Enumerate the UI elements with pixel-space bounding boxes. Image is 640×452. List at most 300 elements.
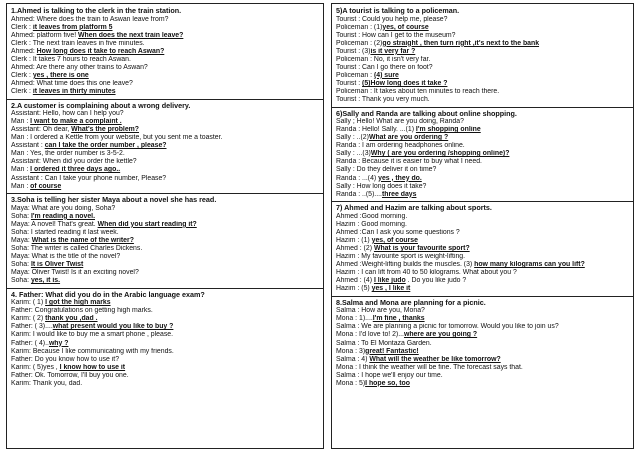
- dialogue-text: ( 3)....: [32, 323, 53, 331]
- dialogue-text: How long does it take?: [354, 182, 427, 190]
- speaker-label: Karim:: [11, 347, 31, 355]
- speaker-label: Maya:: [11, 204, 30, 212]
- answer-text: It is Oliver Twist: [30, 261, 84, 269]
- answer-text: (5)How long does it take ?: [362, 79, 448, 87]
- dialogue-text: A novel! That's great.: [29, 220, 98, 228]
- speaker-label: Assistant:: [11, 158, 41, 166]
- dialogue-text: I started reading it last week.: [29, 228, 119, 236]
- dialogue-line: [11, 277, 319, 285]
- answer-text: What is the name of the writer?: [31, 236, 134, 244]
- dialogue-line: [11, 348, 319, 356]
- right-column: [331, 3, 634, 449]
- dialogue-text: (2): [361, 244, 374, 252]
- section-divider: [7, 99, 323, 100]
- dialogue-text: 1)....: [357, 315, 373, 323]
- speaker-label: Hazim :: [336, 269, 360, 277]
- dialogue-text: : Can I go there on foot?: [356, 63, 433, 71]
- speaker-label: Soha:: [11, 277, 30, 285]
- answer-text: I got the high marks: [45, 299, 111, 307]
- dialogue-text: : (3): [356, 47, 371, 55]
- dialogue-line: [336, 348, 629, 356]
- speaker-label: Hazim :: [336, 285, 360, 293]
- speaker-label: Karim:: [11, 379, 31, 387]
- dialogue-line: [336, 166, 629, 174]
- dialogue-line: [336, 118, 629, 126]
- dialogue-text: :: [27, 88, 33, 96]
- dialogue-line: [336, 72, 629, 80]
- dialogue-line: [11, 253, 319, 261]
- section-divider: [332, 107, 633, 108]
- answer-text: it leaves from platform 5: [32, 23, 113, 31]
- speaker-label: Ahmed :: [336, 277, 362, 285]
- speaker-label: Maya:: [11, 253, 30, 260]
- speaker-label: Father:: [11, 371, 33, 379]
- dialogue-text: (2): [372, 39, 383, 47]
- dialogue-text: Can I take your phone number, Please?: [42, 174, 167, 182]
- dialogue-text: We are planning a picnic for tomorrow. Would you like to join us?: [359, 323, 559, 331]
- speaker-label: Karim:: [11, 315, 31, 323]
- section-divider: [332, 201, 633, 202]
- speaker-label: Policeman :: [336, 71, 373, 79]
- dialogue-line: [11, 183, 319, 191]
- section-title: 2.A customer is complaining about a wrong delivery.: [11, 101, 191, 110]
- dialogue-line: [11, 221, 319, 229]
- dialogue-text: ( 2): [30, 315, 46, 323]
- speaker-label: Soha:: [11, 261, 30, 269]
- dialogue-line: [336, 191, 629, 199]
- dialogue-text: Oliver Twist! Is it an exciting novel?: [29, 269, 139, 277]
- dialogue-text: Congratulations on getting high marks.: [32, 307, 153, 315]
- answer-text: yes, of course: [371, 236, 418, 244]
- speaker-label: Clerk: [11, 39, 28, 47]
- dialogue-line: [11, 237, 319, 245]
- dialogue-line: [11, 340, 319, 348]
- dialogue-line: [336, 261, 629, 269]
- dialogue-text: :: [27, 23, 33, 31]
- dialogue-text: Can I ask you some questions ?: [361, 228, 460, 236]
- speaker-label: Soha:: [11, 244, 30, 252]
- section-title: 5)A tourist is talking to a policeman.: [336, 7, 460, 15]
- dialogue-line: [11, 331, 319, 339]
- dialogue-text: 5): [357, 379, 366, 387]
- dialogue-text: : I ordered a Kettle from your website, but you sent me a toaster.: [24, 134, 223, 142]
- dialogue-text: Where does the train to Aswan leave from?: [34, 15, 169, 23]
- dialogue-line: [11, 88, 319, 96]
- dialogue-section: [336, 299, 629, 388]
- dialogue-text: :: [24, 182, 31, 190]
- speaker-label: Ahmed:: [11, 47, 35, 55]
- dialogue-line: [11, 158, 319, 166]
- speaker-label: Randa :: [336, 174, 361, 182]
- dialogue-text: Because I like communicating with my friends.: [30, 347, 174, 355]
- dialogue-text: I can lift from 40 to 50 kilograms. What about you ?: [359, 269, 517, 277]
- answer-text: it leaves in thirty minutes: [32, 88, 116, 96]
- speaker-label: Policeman :: [336, 88, 373, 96]
- dialogue-line: [336, 134, 629, 142]
- speaker-label: Ahmed:: [11, 63, 35, 71]
- section-divider: [332, 296, 633, 297]
- dialogue-section: [11, 291, 319, 388]
- speaker-label: Tourist: [336, 31, 357, 39]
- dialogue-line: [11, 364, 319, 372]
- dialogue-line: [11, 372, 319, 380]
- dialogue-line: [336, 229, 629, 237]
- dialogue-text: Hello, how can I help you?: [40, 110, 124, 118]
- dialogue-line: [336, 245, 629, 253]
- speaker-label: Clerk: [11, 71, 28, 79]
- speaker-label: Father:: [11, 323, 33, 331]
- answer-text: Why ( are you ordering /shopping online)?: [370, 150, 510, 158]
- speaker-label: Tourist: [336, 79, 357, 87]
- dialogue-text: : Yes, the order number is 3-5-2.: [24, 150, 125, 158]
- dialogue-line: [11, 126, 319, 134]
- dialogue-line: [11, 299, 319, 307]
- speaker-label: Sally :: [336, 150, 355, 158]
- speaker-label: Ahmed :: [336, 212, 362, 220]
- speaker-label: Man: [11, 118, 25, 126]
- dialogue-line: [336, 364, 629, 372]
- dialogue-line: [11, 315, 319, 323]
- dialogue-text: Good morning.: [361, 212, 408, 220]
- dialogue-line: [11, 245, 319, 253]
- dialogue-text: :: [24, 166, 31, 174]
- dialogue-text: ...(3): [354, 150, 371, 158]
- speaker-label: Randa :: [336, 142, 361, 150]
- dialogue-text: I would like to buy me a smart phone , please.: [30, 331, 174, 339]
- speaker-label: Salma :: [336, 371, 360, 379]
- dialogue-section: [11, 102, 319, 191]
- answer-text: When did you start reading it?: [97, 220, 197, 228]
- section-divider: [7, 288, 323, 289]
- dialogue-line: [336, 24, 629, 32]
- speaker-label: Randa :: [336, 126, 361, 134]
- dialogue-line: [11, 323, 319, 331]
- answer-text: How long does it take to reach Aswan?: [36, 47, 165, 55]
- speaker-label: Man: [11, 134, 25, 142]
- answer-text: What are you ordering ?: [368, 134, 449, 142]
- speaker-label: Sally :: [336, 166, 355, 174]
- speaker-label: Karim:: [11, 331, 31, 339]
- answer-text: of course: [30, 182, 62, 190]
- dialogue-line: [336, 56, 629, 64]
- speaker-label: Randa :: [336, 190, 361, 198]
- dialogue-text: : How can I get to the museum?: [356, 31, 456, 39]
- speaker-label: Ahmed :: [336, 261, 362, 269]
- dialogue-line: [11, 80, 319, 88]
- dialogue-text: I think the weather will be fine. The forecast says that.: [357, 363, 523, 371]
- answer-text: What's the problem?: [71, 126, 140, 134]
- dialogue-line: [336, 142, 629, 150]
- dialogue-text: ( 1): [30, 299, 46, 307]
- answer-text: yes, of course: [382, 23, 429, 31]
- answer-text: When does the next train leave?: [78, 31, 184, 39]
- answer-text: I like judo: [373, 277, 406, 285]
- dialogue-text: What time does this one leave?: [34, 79, 133, 87]
- speaker-label: Soha:: [11, 228, 30, 236]
- speaker-label: Soha:: [11, 212, 30, 220]
- speaker-label: Randa :: [336, 158, 361, 166]
- dialogue-line: [11, 32, 319, 40]
- dialogue-text: ( 4)..: [32, 339, 49, 347]
- dialogue-text: I'd love to! 2)...: [357, 331, 404, 339]
- dialogue-line: [336, 158, 629, 166]
- answer-text: I want to make a complaint .: [30, 118, 122, 126]
- answer-text: great! Fantastic!: [365, 347, 419, 355]
- speaker-label: Salma :: [336, 307, 360, 315]
- dialogue-line: [11, 175, 319, 183]
- dialogue-text: Thank you, dad.: [30, 379, 83, 387]
- speaker-label: Mona :: [336, 379, 358, 387]
- speaker-label: Maya:: [11, 236, 30, 244]
- dialogue-line: [11, 134, 319, 142]
- speaker-label: Karim:: [11, 299, 31, 307]
- dialogue-text: Hello! Sally. ...(1): [360, 126, 416, 134]
- speaker-label: Salma :: [336, 355, 360, 363]
- left-column: [6, 3, 324, 449]
- dialogue-line: [11, 64, 319, 72]
- speaker-label: Sally :: [336, 182, 355, 190]
- dialogue-line: [336, 372, 629, 380]
- dialogue-line: [336, 285, 629, 293]
- dialogue-line: [11, 72, 319, 80]
- answer-text: I hope so, too: [365, 379, 410, 387]
- dialogue-line: [336, 331, 629, 339]
- dialogue-line: [11, 24, 319, 32]
- section-title: 7) Ahmed and Hazim are talking about sports.: [336, 204, 492, 213]
- speaker-label: Ahmed:: [11, 15, 35, 23]
- dialogue-text-after: . Do you like judo ?: [405, 277, 467, 285]
- dialogue-text: :: [24, 118, 31, 126]
- dialogue-section: [336, 7, 629, 104]
- speaker-label: Father:: [11, 339, 33, 347]
- dialogue-line: [11, 118, 319, 126]
- dialogue-text: Because it is easier to buy what I need.: [360, 158, 482, 166]
- dialogue-text: (5): [359, 285, 372, 293]
- speaker-label: Man: [11, 182, 25, 190]
- speaker-label: Hazim :: [336, 253, 360, 260]
- speaker-label: Ahmed :: [336, 244, 362, 252]
- section-divider: [7, 193, 323, 194]
- dialogue-line: [11, 142, 319, 150]
- answer-text: What is your favourite sport?: [373, 244, 470, 252]
- dialogue-text: No, it isn't very far.: [372, 55, 431, 63]
- dialogue-line: [11, 48, 319, 56]
- section-title: 3.Soha is telling her sister Maya about a novel she has read.: [11, 196, 217, 205]
- speaker-label: Clerk: [11, 88, 28, 96]
- dialogue-line: [336, 88, 629, 96]
- answer-text: thank you ,dad .: [45, 315, 98, 323]
- dialogue-text: How are you, Mona?: [359, 307, 425, 315]
- dialogue-line: [11, 261, 319, 269]
- speaker-label: Policeman :: [336, 55, 373, 63]
- dialogue-text: (1): [359, 236, 372, 244]
- dialogue-line: [11, 205, 319, 213]
- dialogue-line: [336, 80, 629, 88]
- dialogue-line: [336, 340, 629, 348]
- speaker-label: Sally ;: [336, 118, 355, 126]
- dialogue-text: Are there any other trains to Aswan?: [34, 63, 148, 71]
- answer-text: where are you going ?: [403, 331, 478, 339]
- answer-text: what present would you like to buy ?: [52, 323, 174, 331]
- speaker-label: Assistant:: [11, 126, 41, 134]
- dialogue-line: [336, 150, 629, 158]
- dialogue-text: Weight-lifting builds the muscles. (3): [361, 261, 475, 269]
- answer-text: yes , I like it: [371, 285, 411, 293]
- answer-text: go straight , then turn right ,it's next to the bank: [382, 39, 540, 47]
- speaker-label: Policeman :: [336, 23, 373, 31]
- speaker-label: Man: [11, 166, 25, 174]
- dialogue-line: [336, 323, 629, 331]
- answer-text: three days: [381, 190, 417, 198]
- dialogue-line: [11, 150, 319, 158]
- dialogue-line: [336, 126, 629, 134]
- answer-text: I'm reading a novel.: [30, 212, 95, 220]
- dialogue-section: [336, 204, 629, 293]
- speaker-label: Tourist: [336, 96, 357, 104]
- answer-text: how many kilograms can you lift?: [474, 261, 585, 269]
- dialogue-line: [11, 56, 319, 64]
- dialogue-text: ..(5)....: [360, 190, 382, 198]
- dialogue-text: : The next train leaves in five minutes.: [27, 39, 145, 47]
- dialogue-line: [11, 269, 319, 277]
- dialogue-line: [11, 213, 319, 221]
- speaker-label: Tourist: [336, 63, 357, 71]
- answer-text: why ?: [48, 339, 69, 347]
- dialogue-line: [11, 229, 319, 237]
- dialogue-section: [11, 196, 319, 285]
- section-title: 1.Ahmed is talking to the clerk in the train station.: [11, 7, 182, 15]
- speaker-label: Clerk: [11, 23, 28, 31]
- speaker-label: Maya:: [11, 220, 30, 228]
- speaker-label: Hazim :: [336, 236, 360, 244]
- answer-text: yes , they do.: [378, 174, 422, 182]
- speaker-label: Father:: [11, 307, 33, 315]
- dialogue-text: :: [27, 71, 33, 79]
- dialogue-text: Oh dear,: [40, 126, 72, 134]
- speaker-label: Mona :: [336, 315, 358, 323]
- dialogue-text: Hello! What are you doing, Randa?: [354, 118, 464, 126]
- dialogue-line: [11, 40, 319, 48]
- answer-text: yes, it is.: [30, 277, 61, 285]
- speaker-label: Mona :: [336, 347, 358, 355]
- dialogue-line: [336, 307, 629, 315]
- dialogue-text: :: [356, 79, 363, 87]
- dialogue-text: platform five!: [34, 31, 79, 39]
- dialogue-line: [336, 213, 629, 221]
- dialogue-text: When did you order the kettle?: [40, 158, 137, 166]
- dialogue-text: My favourite sport is weight-lifting.: [359, 253, 466, 260]
- section-title: 4. Father: What did you do in the Arabic language exam?: [11, 290, 205, 299]
- dialogue-line: [336, 277, 629, 285]
- speaker-label: Ahmed:: [11, 31, 35, 39]
- speaker-label: Tourist: [336, 47, 357, 55]
- dialogue-line: [11, 166, 319, 174]
- dialogue-line: [336, 221, 629, 229]
- dialogue-text: ( 5)yes ,: [30, 363, 60, 371]
- dialogue-line: [336, 183, 629, 191]
- speaker-label: Salma :: [336, 339, 360, 347]
- dialogue-line: [11, 16, 319, 24]
- answer-text: can I take the order number , please?: [44, 142, 167, 150]
- speaker-label: Hazim :: [336, 220, 360, 228]
- speaker-label: Assistant :: [11, 142, 43, 150]
- dialogue-text: (4): [361, 277, 374, 285]
- answer-text: yes , there is one: [32, 71, 89, 79]
- dialogue-text: ...(4): [360, 174, 379, 182]
- answer-text: I ordered it three days ago..: [30, 166, 121, 174]
- speaker-label: Father:: [11, 355, 33, 363]
- dialogue-line: [336, 356, 629, 364]
- speaker-label: Tourist: [336, 15, 357, 23]
- dialogue-text: (1): [372, 23, 383, 31]
- dialogue-line: [336, 175, 629, 183]
- dialogue-text: I am ordering headphones online.: [360, 142, 465, 150]
- speaker-label: Sally :: [336, 134, 355, 142]
- answer-text: What will the weather be like tomorrow?: [369, 355, 501, 363]
- dialogue-line: [336, 48, 629, 56]
- dialogue-text: : Thank you very much.: [356, 96, 430, 104]
- speaker-label: Ahmed :: [336, 228, 362, 236]
- dialogue-text: ..(2): [354, 134, 369, 142]
- dialogue-line: [336, 269, 629, 277]
- section-title: 8.Salma and Mona are planning for a picnic.: [336, 298, 486, 307]
- dialogue-text: : Could you help me, please?: [356, 15, 448, 23]
- answer-text: (4) sure: [373, 71, 399, 79]
- dialogue-line: [336, 237, 629, 245]
- dialogue-line: [336, 315, 629, 323]
- answer-text: I know how to use it: [59, 363, 126, 371]
- speaker-label: Salma :: [336, 323, 360, 331]
- speaker-label: Assistant:: [11, 110, 41, 118]
- dialogue-line: [11, 307, 319, 315]
- dialogue-line: [336, 64, 629, 72]
- dialogue-text: I hope we'll enjoy our time.: [359, 371, 443, 379]
- speaker-label: Ahmed:: [11, 79, 35, 87]
- dialogue-line: [336, 40, 629, 48]
- speaker-label: Maya:: [11, 269, 30, 277]
- section-title: 6)Sally and Randa are talking about online shopping.: [336, 109, 517, 118]
- dialogue-text: : It takes 7 hours to reach Aswan.: [27, 55, 131, 63]
- dialogue-text: It takes about ten minutes to reach there.: [372, 88, 500, 96]
- dialogue-text: Good morning.: [359, 220, 407, 228]
- speaker-label: Assistant :: [11, 174, 43, 182]
- dialogue-text: To El Montaza Garden.: [359, 339, 432, 347]
- speaker-label: Clerk: [11, 55, 28, 63]
- dialogue-text: Ok. Tomorrow, I'll buy you one.: [32, 371, 129, 379]
- dialogue-text: What are you doing, Soha?: [29, 204, 116, 212]
- dialogue-line: [336, 380, 629, 388]
- dialogue-text: What is the title of the novel?: [29, 253, 121, 260]
- speaker-label: Mona :: [336, 363, 358, 371]
- dialogue-line: [11, 356, 319, 364]
- dialogue-text: 4): [359, 355, 370, 363]
- dialogue-line: [336, 96, 629, 104]
- speaker-label: Mona :: [336, 331, 358, 339]
- dialogue-text: Do they deliver it on time?: [354, 166, 437, 174]
- dialogue-section: [11, 7, 319, 96]
- dialogue-line: [336, 32, 629, 40]
- dialogue-line: [11, 110, 319, 118]
- answer-text: I'm shopping online: [415, 126, 481, 134]
- answer-text: I'm fine , thanks: [372, 315, 425, 323]
- speaker-label: Man: [11, 150, 25, 158]
- speaker-label: Karim:: [11, 363, 31, 371]
- dialogue-section: [336, 110, 629, 199]
- dialogue-text: 3): [357, 347, 366, 355]
- dialogue-text: Do you know how to use it?: [32, 355, 120, 363]
- dialogue-line: [336, 253, 629, 261]
- dialogue-line: [11, 380, 319, 388]
